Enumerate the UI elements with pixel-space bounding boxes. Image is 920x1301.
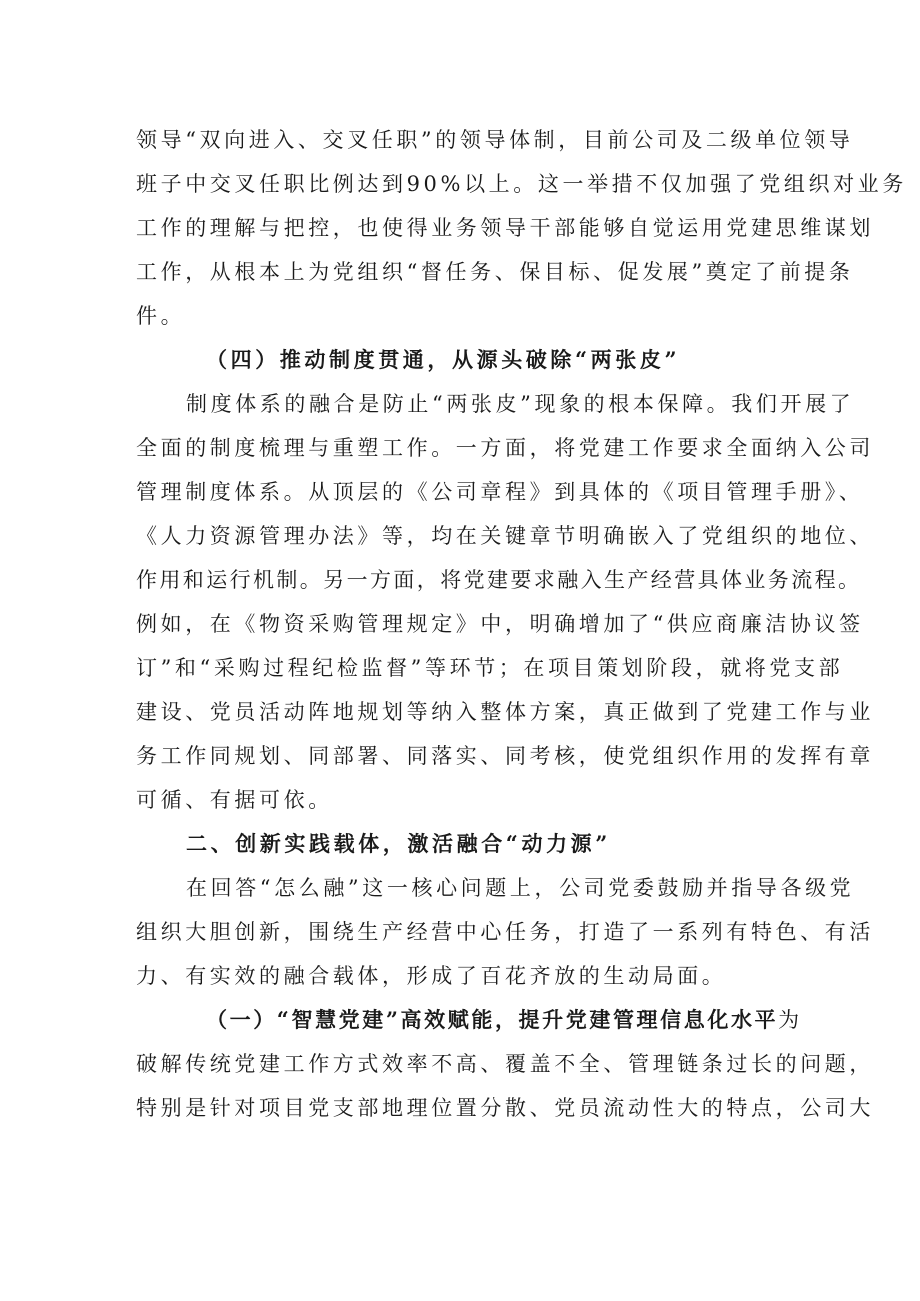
text-line: 特别是针对项目党支部地理位置分散、党员流动性大的特点，公司大 <box>136 1096 874 1120</box>
subsection-heading-line <box>206 998 802 1042</box>
text-line: 领导“双向进入、交叉任职”的领导体制，目前公司及二级单位领导 <box>136 128 854 152</box>
text-line: 班子中交叉任职比例达到90%以上。这一举措不仅加强了党组织对业务 <box>136 172 907 196</box>
text-line: 件。 <box>136 304 186 328</box>
text-line: 在回答“怎么融”这一核心问题上，公司党委鼓励并指导各级党 <box>186 876 855 900</box>
subsection-heading-tail: 为 <box>778 1008 802 1032</box>
text-line: 工作的理解与把控，也使得业务领导干部能够自觉运用党建思维谋划 <box>136 216 874 240</box>
text-line: 《人力资源管理办法》等，均在关键章节明确嵌入了党组织的地位、 <box>136 524 874 548</box>
text-line: 务工作同规划、同部署、同落实、同考核，使党组织作用的发挥有章 <box>136 744 874 768</box>
text-line: 作用和运行机制。另一方面，将党建要求融入生产经营具体业务流程。 <box>136 568 862 592</box>
text-line: 破解传统党建工作方式效率不高、覆盖不全、管理链条过长的问题， <box>136 1052 874 1076</box>
text-line: 力、有实效的融合载体，形成了百花齐放的生动局面。 <box>136 964 727 988</box>
section-heading: （四）推动制度贯通，从源头破除“两张皮” <box>206 347 681 372</box>
text-line: 全面的制度梳理与重塑工作。一方面，将党建工作要求全面纳入公司 <box>136 436 874 460</box>
text-line: 管理制度体系。从顶层的《公司章程》到具体的《项目管理手册》、 <box>136 480 864 504</box>
text-line: 建设、党员活动阵地规划等纳入整体方案，真正做到了党建工作与业 <box>136 700 874 724</box>
subsection-heading: （一）“智慧党建”高效赋能，提升党建管理信息化水平 <box>206 1007 779 1032</box>
text-line: 工作，从根本上为党组织“督任务、保目标、促发展”奠定了前提条 <box>136 260 854 284</box>
text-line: 例如，在《物资采购管理规定》中，明确增加了“供应商廉洁协议签 <box>136 612 864 636</box>
text-line: 组织大胆创新，围绕生产经营中心任务，打造了一系列有特色、有活 <box>136 920 874 944</box>
chapter-heading: 二、创新实践载体，激活融合“动力源” <box>186 831 611 856</box>
text-line: 制度体系的融合是防止“两张皮”现象的根本保障。我们开展了 <box>186 392 855 416</box>
text-line: 订”和“采购过程纪检监督”等环节；在项目策划阶段，就将党支部 <box>136 656 844 680</box>
text-line: 可循、有据可依。 <box>136 788 333 812</box>
